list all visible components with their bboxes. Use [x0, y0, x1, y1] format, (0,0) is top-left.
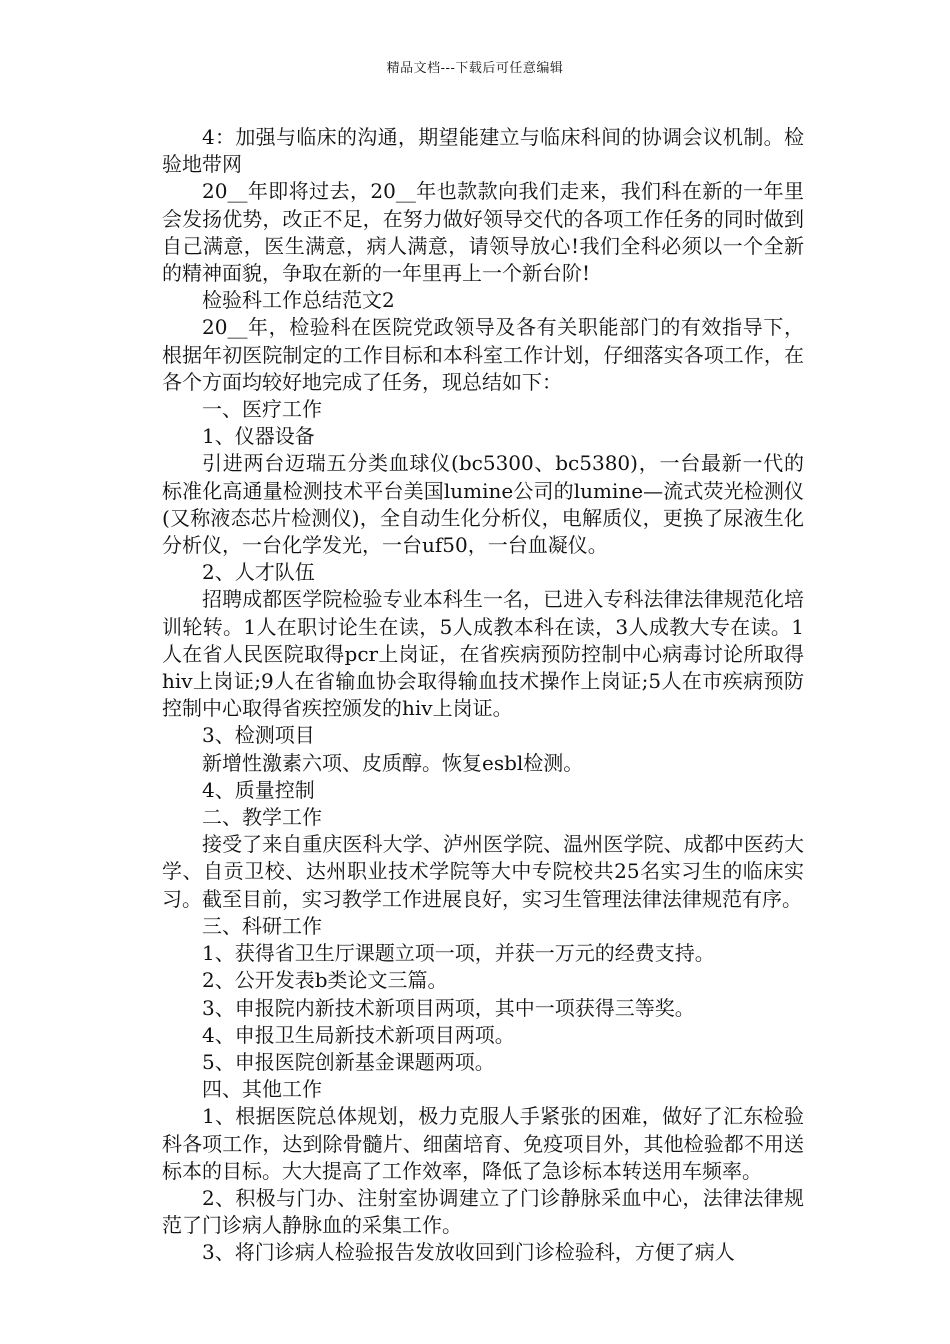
page-header: 精品文档---下载后可任意编辑 [386, 61, 564, 76]
list-item: 3、申报院内新技术新项目两项，其中一项获得三等奖。 [202, 995, 695, 1020]
list-item: 4、申报卫生局新技术新项目两项。 [202, 1022, 515, 1047]
paragraph: 接受了来自重庆医科大学、泸州医学院、温州医学院、成都中医药大学、自贡卫校、达州职业技术学院等大中专院校共25名实习生的临床实习。截至目前，实习教学工作进展良好，实习生管理法律法律规范有序。 [162, 832, 804, 911]
paragraph: 20__年即将过去，20__年也款款向我们走来，我们科在新的一年里会发扬优势，改正不足，在努力做好领导交代的各项工作任务的同时做到自己满意，医生满意，病人满意，请领导放心!我们全科必须以一个全新的精神面貌，争取在新的一年里再上一个新台阶! [162, 179, 804, 286]
section-heading: 一、医疗工作 [202, 397, 322, 422]
paragraph: 2、积极与门办、注射室协调建立了门诊静脉采血中心，法律法律规范了门诊病人静脉血的采集工作。 [162, 1185, 804, 1238]
list-item: 2、公开发表b类论文三篇。 [202, 968, 448, 993]
paragraph: 3、将门诊病人检验报告发放收回到门诊检验科，方便了病人 [202, 1240, 735, 1265]
section-heading: 四、其他工作 [202, 1077, 322, 1102]
list-item: 5、申报医院创新基金课题两项。 [202, 1049, 495, 1074]
paragraph: 新增性激素六项、皮质醇。恢复esbl检测。 [202, 750, 584, 775]
subsection-heading: 3、检测项目 [202, 723, 315, 748]
paragraph: 1、根据医院总体规划，极力克服人手紧张的困难，做好了汇东检验科各项工作，达到除骨髓片、细菌培育、免疫项目外，其他检验都不用送标本的目标。大大提高了工作效率，降低了急诊标本转送用车频率。 [162, 1104, 804, 1183]
paragraph: 4：加强与临床的沟通，期望能建立与临床科间的协调会议机制。检验地带网 [162, 125, 804, 177]
subsection-heading: 2、人才队伍 [202, 560, 315, 585]
subsection-heading: 4、质量控制 [202, 777, 315, 802]
paragraph: 招聘成都医学院检验专业本科生一名，已进入专科法律法律规范化培训轮转。1人在职讨论生在读，5人成教本科在读，3人成教大专在读。1人在省人民医院取得pcr上岗证，在省疾病预防控制中心病毒讨论所取得hiv上岗证;9人在省输血协会取得输血技术操作上岗证;5人在市疾病预防控制中心取得省疾控颁发的hiv上岗证。 [162, 587, 804, 721]
section-heading: 三、科研工作 [202, 913, 322, 938]
section-title: 检验科工作总结范文2 [202, 288, 395, 313]
paragraph: 20__年，检验科在医院党政领导及各有关职能部门的有效指导下，根据年初医院制定的工作目标和本科室工作计划，仔细落实各项工作，在各个方面均较好地完成了任务，现总结如下： [162, 315, 804, 394]
section-heading: 二、教学工作 [202, 805, 322, 830]
subsection-heading: 1、仪器设备 [202, 424, 315, 449]
list-item: 1、获得省卫生厅课题立项一项，并获一万元的经费支持。 [202, 941, 715, 966]
paragraph: 引进两台迈瑞五分类血球仪(bc5300、bc5380)，一台最新一代的标准化高通量检测技术平台美国lumine公司的lumine—流式荧光检测仪(又称液态芯片检测仪)，全自动生化分析仪，电解质仪，更换了尿液生化分析仪，一台化学发光，一台uf50，一台血凝仪。 [162, 451, 804, 558]
document-body [162, 124, 804, 1267]
